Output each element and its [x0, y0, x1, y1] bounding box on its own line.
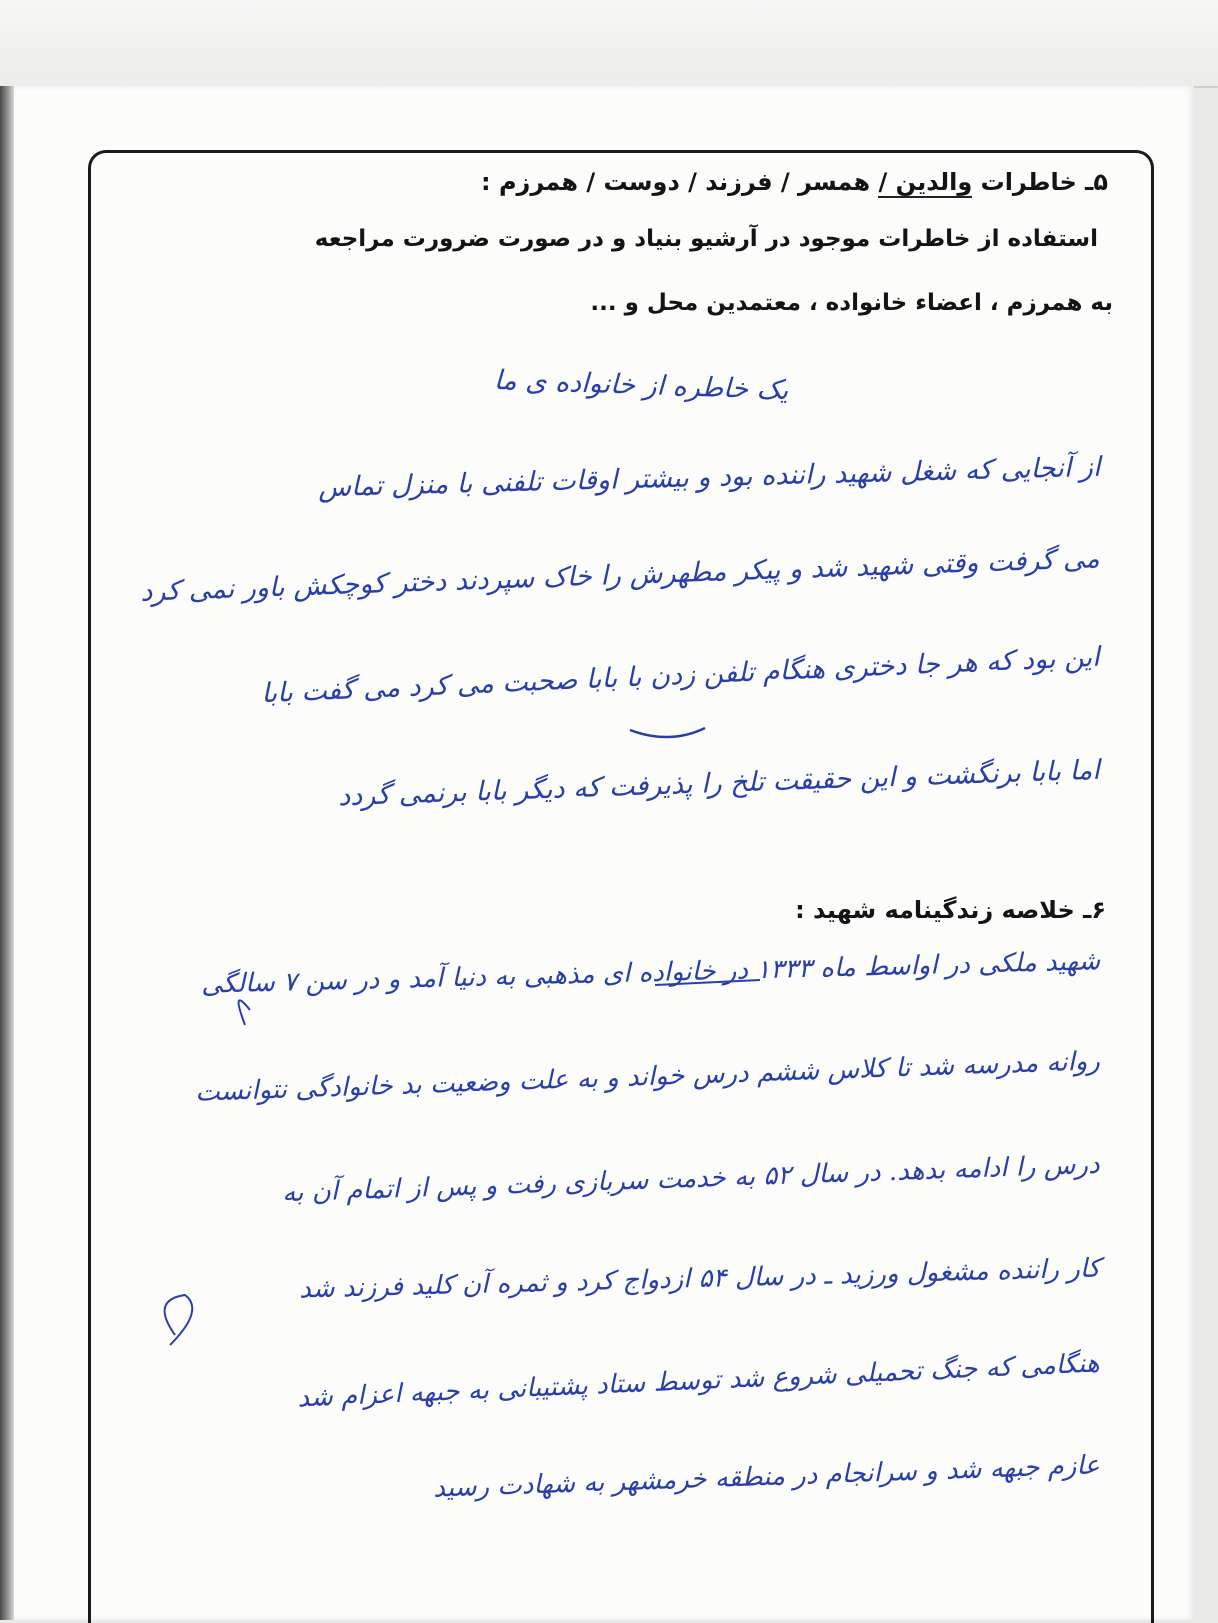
- section6-title: ۶ـ خلاصه زندگینامه شهید :: [795, 896, 1106, 924]
- memory-line-1: از آنجایی که شغل شهید راننده بود و بیشتر اوقات تلفنی با منزل تماس: [317, 451, 1101, 504]
- scribble-mark-2: [239, 1000, 250, 1025]
- section5-description-line2: به همرزم ، اعضاء خانواده ، معتمدین محل و ...: [590, 290, 1113, 316]
- memory-line-3: این بود که هر جا دختری هنگام تلفن زدن با بابا صحبت می کرد می گفت بابا: [260, 641, 1101, 710]
- section5-title-suffix: همسر / فرزند / دوست / همرزم :: [481, 168, 879, 196]
- biography-line-5: هنگامی که جنگ تحمیلی شروع شد توسط ستاد پشتیبانی به جبهه اعزام شد: [296, 1348, 1101, 1414]
- biography-line-2: روانه مدرسه شد تا کلاس ششم درس خواند و به علت وضعیت بد خانوادگی نتوانست: [194, 1046, 1101, 1108]
- biography-line-4: کار راننده مشغول ورزید ـ در سال ۵۴ ازدواج کرد و ثمره آن کلید فرزند شد: [298, 1253, 1101, 1305]
- underline-mark: [630, 728, 705, 737]
- memory-line-4: اما بابا برنگشت و این حقیقت تلخ را پذیرفت که دیگر بابا برنمی گردد: [337, 754, 1101, 813]
- section5-description-line1: استفاده از خاطرات موجود در آرشیو بنیاد و در صورت ضرورت مراجعه: [314, 226, 1098, 252]
- section5-title-prefix: ۵ـ خاطرات: [972, 168, 1108, 196]
- memory-heading: یک خاطره از خانواده ی ما: [493, 364, 789, 407]
- section5-title-underlined: والدین /: [878, 168, 973, 196]
- scribble-mark: [165, 1295, 193, 1345]
- biography-line-1: شهید ملکی در اواسط ماه ۱۳۳۳ در خانواده ای مذهبی به دنیا آمد و در سن ۷ سالگی: [200, 946, 1101, 1000]
- year-underline-mark: [655, 980, 760, 985]
- biography-line-6: عازم جبهه شد و سرانجام در منطقه خرمشهر به شهادت رسید: [432, 1450, 1101, 1504]
- biography-line-3: درس را ادامه بدهد. در سال ۵۲ به خدمت سربازی رفت و پس از اتمام آن به: [281, 1149, 1101, 1209]
- memory-line-2: می گرفت وقتی شهید شد و پیکر مطهرش را خاک سپردند دختر کوچکش باور نمی کرد: [139, 543, 1101, 608]
